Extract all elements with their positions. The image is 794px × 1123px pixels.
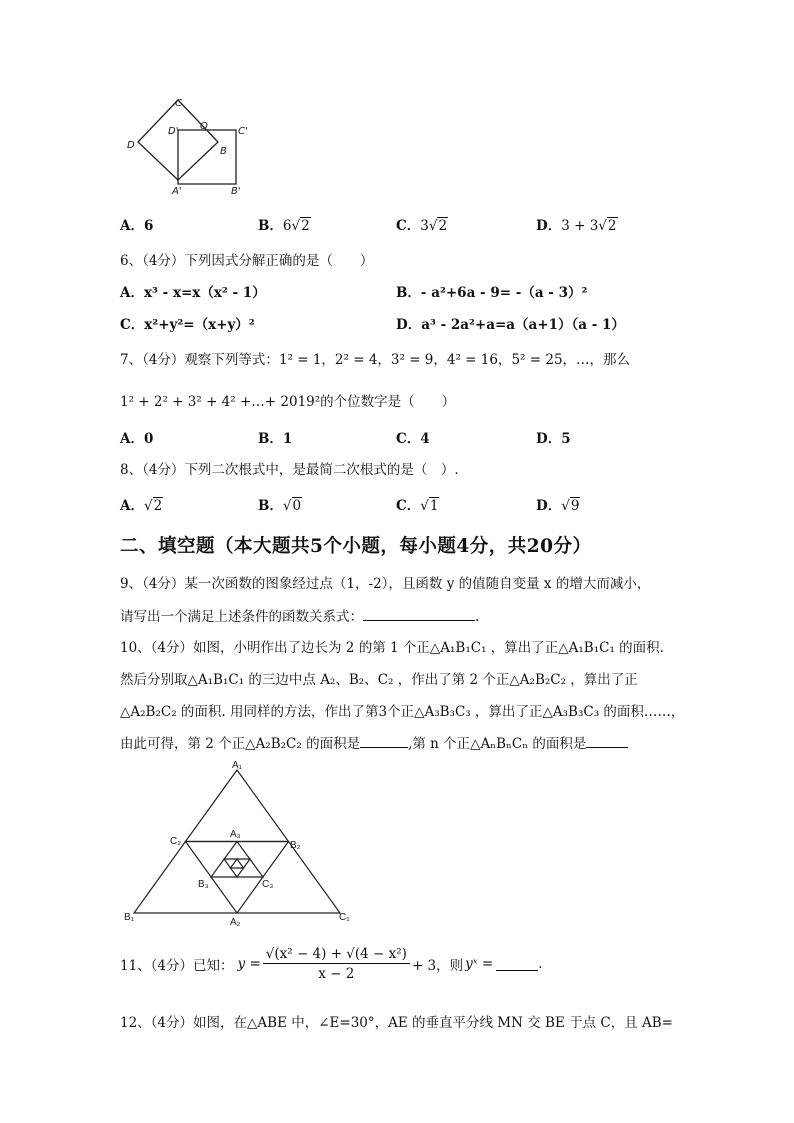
q5-option-b-value: 6	[282, 218, 292, 234]
label-b: B	[220, 146, 227, 157]
q7-line2	[120, 390, 455, 410]
q9-answer-blank[interactable]	[363, 608, 475, 621]
q11-y: y =	[237, 956, 261, 972]
label-d1: D'	[168, 126, 179, 137]
label-c2: C₂	[170, 836, 182, 847]
label-o: O	[200, 121, 208, 132]
q5-option-c-value: 3	[420, 218, 429, 234]
q5-option-c-label: C．	[396, 218, 421, 234]
q7-expression: 1² + 2² + 3² + 4² +…+ 2019²	[120, 394, 321, 410]
q6-stem: 6、（4分）下列因式分解正确的是（ ）	[120, 253, 374, 269]
label-c: C	[175, 98, 182, 109]
q11-yx: yˣ =	[465, 956, 494, 972]
q11-line	[120, 946, 542, 982]
q10-answer-blank-1[interactable]	[360, 735, 408, 748]
q12-line1: 12、（4分）如图，在△ABE 中，∠E=30°，AE 的垂直平分线 MN 交 BE 于点 C，且 AB=	[120, 1015, 673, 1031]
q5-option-c[interactable]: C．3√2	[396, 218, 448, 234]
q5-option-b-label: B．	[258, 218, 283, 234]
label-b1: B'	[231, 186, 241, 197]
q9-prompt: 请写出一个满足上述条件的函数关系式：	[120, 609, 363, 625]
label-a1: A'	[172, 186, 182, 197]
label-c1: C₁	[339, 912, 350, 923]
q5-option-b-radicand: 2	[301, 218, 310, 234]
q8-option-c[interactable]: C．√1	[396, 498, 439, 514]
q11-denominator: x − 2	[318, 966, 355, 982]
q8-option-a-label: A．	[120, 498, 144, 514]
q5-option-d-label: D．	[536, 218, 562, 234]
q10-line1: 10、（4分）如图，小明作出了边长为 2 的第 1 个正△A₁B₁C₁ ，算出了正△A₁B₁C₁ 的面积.	[120, 640, 664, 656]
label-a2: A₂	[230, 917, 241, 927]
label-a3: A₃	[230, 829, 241, 840]
q7-option-a[interactable]: A．0	[120, 431, 154, 447]
q8-stem: 8、（4分）下列二次根式中，是最简二次根式的是（ ）.	[120, 462, 459, 478]
q9-line1: 9、（4分）某一次函数的图象经过点（1，-2），且函数 y 的值随自变量 x 的增大而减小，	[120, 576, 651, 592]
q9-line2	[120, 605, 479, 625]
q10-line3: △A₂B₂C₂ 的面积. 用同样的方法，作出了第3个正△A₃B₃C₃ ，算出了正△A₃B₃C₃ 的面积……，	[120, 704, 685, 720]
q7-option-b[interactable]: B．1	[258, 431, 293, 447]
q8-option-b-radicand: 0	[292, 498, 302, 514]
q10-answer-blank-2[interactable]	[586, 735, 628, 748]
label-b1: B₁	[124, 912, 135, 923]
q8-option-c-label: C．	[396, 498, 421, 514]
label-a1: A₁	[232, 760, 243, 771]
q7-stem: 7、（4分）观察下列等式：	[120, 352, 279, 368]
q5-option-b[interactable]: B．6√2	[258, 218, 310, 234]
q8-option-d[interactable]: D．√9	[536, 498, 580, 514]
q5-option-c-radicand: 2	[438, 218, 448, 234]
square-a1b1c1d1	[178, 130, 236, 184]
q7-line1	[120, 348, 630, 368]
q5-option-a[interactable]: A．6	[120, 218, 154, 234]
q6-option-d[interactable]: D．a³ - 2a²+a=a（a+1）（a - 1）	[396, 317, 625, 333]
label-d: D	[127, 140, 135, 151]
q11-numerator: √(x² − 4) + √(4 − x²)	[263, 946, 410, 964]
q10-line2: 然后分别取△A₁B₁C₁ 的三边中点 A₂、B₂、C₂ ，作出了第 2 个正△A₂B₂C₂ ，算出了正	[120, 672, 638, 688]
q7-equations: 1² = 1，2² = 4，3² = 9，4² = 16，5² = 25，…，那么	[278, 352, 631, 368]
q8-option-d-label: D．	[536, 498, 562, 514]
q8-option-b-label: B．	[258, 498, 283, 514]
q11-plus: + 3，则	[411, 958, 464, 974]
q11-answer-blank[interactable]	[496, 958, 538, 971]
q5-option-d[interactable]: D．3 + 3√2	[536, 218, 617, 234]
q5-option-d-value: 3 + 3	[561, 218, 599, 234]
q5-option-d-radicand: 2	[607, 218, 617, 234]
q6-option-b[interactable]: B．- a²+6a - 9= -（a - 3）²	[396, 285, 588, 301]
triangle-inner-5	[231, 859, 244, 868]
q10-part2: ,第 n 个正△AₙBₙCₙ 的面积是	[408, 736, 587, 752]
q10-line4	[120, 732, 628, 752]
label-b2: B₂	[290, 840, 301, 851]
q6-option-c[interactable]: C．x²+y²=（x+y）²	[120, 317, 255, 333]
q6-option-a[interactable]: A．x³ - x=x（x² - 1）	[120, 285, 266, 301]
q8-option-d-radicand: 9	[570, 498, 580, 514]
q7-option-d[interactable]: D．5	[536, 431, 571, 447]
section-heading: 二、填空题（本大题共5个小题，每小题4分，共20分）	[120, 536, 592, 557]
q11-fraction	[263, 946, 410, 982]
q11-prefix: 11、（4分）已知：	[120, 958, 234, 974]
label-b3: B₃	[198, 879, 209, 890]
q7-line2-text: 的个位数字是（ ）	[320, 394, 456, 410]
q8-option-a-radicand: 2	[153, 498, 163, 514]
q11-end: .	[538, 956, 543, 972]
q8-option-b[interactable]: B．√0	[258, 498, 302, 514]
label-c1: C'	[238, 126, 248, 137]
q10-figure	[118, 757, 358, 927]
q5-figure	[122, 92, 262, 200]
q8-option-c-radicand: 1	[429, 498, 439, 514]
q10-part1: 由此可得，第 2 个正△A₂B₂C₂ 的面积是	[120, 736, 361, 752]
q7-option-c[interactable]: C．4	[396, 431, 430, 447]
q8-option-a[interactable]: A．√2	[120, 498, 163, 514]
q9-end: .	[475, 609, 480, 625]
label-c3: C₃	[262, 879, 274, 890]
